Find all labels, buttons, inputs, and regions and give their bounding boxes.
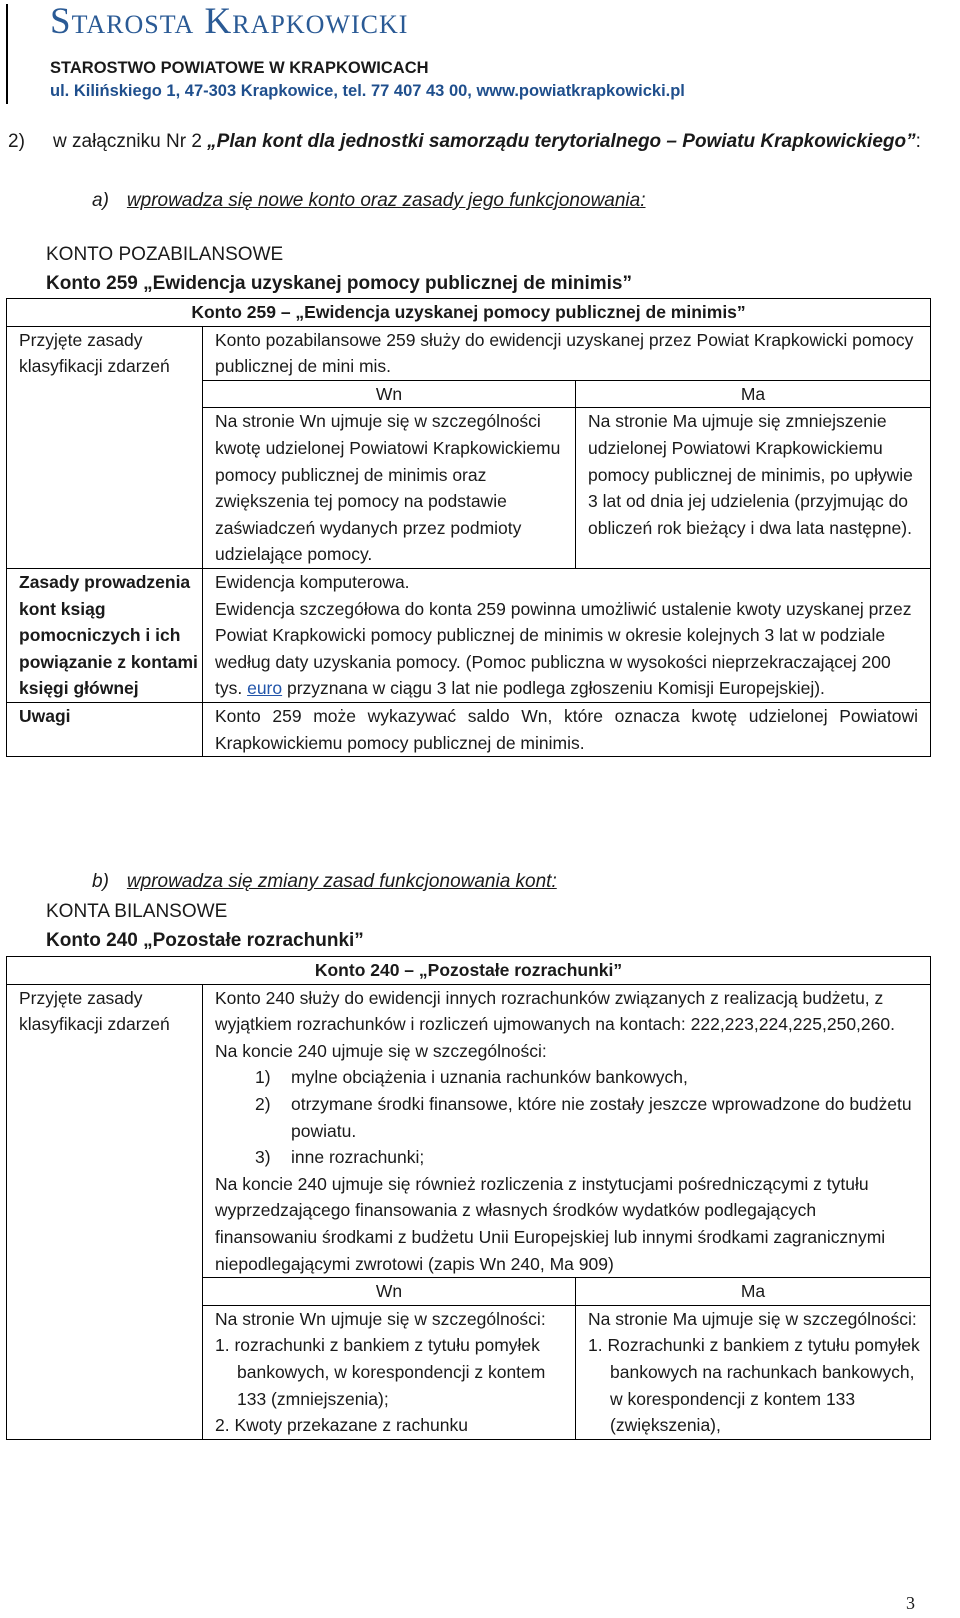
list-item-text: otrzymane środki finansowe, które nie zostały jeszcze wprowadzone do budżetu powiatu. bbox=[291, 1093, 912, 1141]
account-240-ma-header: Ma bbox=[576, 1278, 931, 1306]
euro-link[interactable]: euro bbox=[247, 678, 283, 699]
account-240-heading: Konto 240 „Pozostałe rozrachunki” bbox=[46, 930, 364, 951]
list-item-number: 1. bbox=[215, 1335, 230, 1356]
office-address: ul. Kilińskiego 1, 47-303 Krapkowice, tel. 77 407 43 00, www.powiatkrapkowicki.pl bbox=[50, 82, 685, 100]
account-240-ma-cell bbox=[576, 1305, 931, 1439]
section-b-letter: b) bbox=[92, 871, 109, 892]
account-259-ma-text: Na stronie Ma ujmuje się zmniejszenie udzielonej Powiatowi Krapkowickiemu pomocy publicznej de minimis, po upływie 3 lat od dnia jej udzielenia (przyjmując do obliczeń rok bieżący i dwa lata następne). bbox=[576, 408, 931, 569]
balance-heading: KONTA BILANSOWE bbox=[46, 901, 228, 922]
list-item bbox=[255, 1144, 918, 1171]
brand-title: Starosta Krapkowicki bbox=[50, 1, 409, 42]
account-259-table bbox=[6, 298, 931, 757]
list-item bbox=[255, 1091, 918, 1144]
account-240-table bbox=[6, 956, 931, 1440]
account-240-wn-intro: Na stronie Wn ujmuje się w szczególności: bbox=[215, 1308, 546, 1329]
account-259-ma-header: Ma bbox=[576, 380, 931, 408]
section-a-letter: a) bbox=[92, 190, 109, 211]
account-240-ma-intro: Na stronie Ma ujmuje się w szczególności: bbox=[588, 1308, 917, 1329]
section-a bbox=[92, 187, 646, 214]
list-item-number: 1. bbox=[588, 1335, 603, 1356]
section-b bbox=[92, 868, 557, 895]
account-259-intro: Konto pozabilansowe 259 służy do ewidencji uzyskanej przez Powiat Krapkowicki pomocy publicznej de mini mis. bbox=[203, 326, 931, 380]
list-item-number: 3) bbox=[255, 1147, 271, 1168]
table-row bbox=[7, 957, 931, 985]
account-240-list bbox=[215, 1064, 918, 1170]
account-259-row3-label: Uwagi bbox=[7, 702, 203, 756]
list-item-text: Rozrachunki z bankiem z tytułu pomyłek bankowych na rachunkach bankowych, w korespondencji z kontem 133 (zwiększenia), bbox=[607, 1335, 920, 1436]
account-259-row3-text: Konto 259 może wykazywać saldo Wn, które oznacza kwotę udzielonej Powiatowi Krapkowickiemu pomocy publicznej de minimis. bbox=[203, 702, 931, 756]
section-2-title: „Plan kont dla jednostki samorządu terytorialnego – Powiatu Krapkowickiego” bbox=[207, 131, 916, 152]
table-row bbox=[7, 702, 931, 756]
account-259-wn-text: Na stronie Wn ujmuje się w szczególności kwotę udzielonej Powiatowi Krapkowickiemu pomocy publicznej de minimis oraz zwiększenia tej pomocy na podstawie zaświadczeń wydanych przez podmioty udzielające pomocy. bbox=[203, 408, 576, 569]
list-item-text: Kwoty przekazane z rachunku bbox=[234, 1415, 468, 1436]
section-2-text bbox=[53, 127, 953, 156]
account-259-row2-text-before: Ewidencja szczegółowa do konta 259 powinna umożliwić ustalenie kwoty uzyskanej przez Powiat Krapkowicki pomocy publicznej de minimis w okresie kolejnych 3 lat w podziale według daty uzyskania pomocy. (Pomoc publiczna w wysokości nieprzekraczającej 200 tys. bbox=[215, 598, 912, 699]
account-259-row2-text-after: przyznana w ciągu 3 lat nie podlega zgłoszeniu Komisji Europejskiej). bbox=[282, 678, 825, 699]
section-b-text: wprowadza się zmiany zasad funkcjonowania kont: bbox=[126, 871, 557, 892]
account-240-row1-label: Przyjęte zasady klasyfikacji zdarzeń bbox=[7, 984, 203, 1439]
list-item-number: 2) bbox=[255, 1093, 271, 1114]
account-259-table-title: Konto 259 – „Ewidencja uzyskanej pomocy publicznej de minimis” bbox=[7, 299, 931, 327]
account-240-wn-header: Wn bbox=[203, 1278, 576, 1306]
off-balance-heading: KONTO POZABILANSOWE bbox=[46, 244, 284, 265]
table-row bbox=[7, 984, 931, 1278]
account-240-wn-cell bbox=[203, 1305, 576, 1439]
account-259-row2-label: Zasady prowadzenia kont ksiąg pomocniczych i ich powiązanie z kontami księgi głównej bbox=[7, 568, 203, 702]
account-240-table-title: Konto 240 – „Pozostałe rozrachunki” bbox=[7, 957, 931, 985]
account-259-row2-text bbox=[215, 596, 918, 702]
table-row bbox=[7, 568, 931, 702]
account-259-row2-content bbox=[203, 568, 931, 702]
header-margin-rule bbox=[6, 4, 8, 104]
list-item-number: 2. bbox=[215, 1415, 230, 1436]
account-259-row1-label: Przyjęte zasady klasyfikacji zdarzeń bbox=[7, 326, 203, 568]
account-259-row2-line1: Ewidencja komputerowa. bbox=[215, 571, 410, 592]
account-259-wn-header: Wn bbox=[203, 380, 576, 408]
section-2-prefix: w załączniku Nr 2 bbox=[53, 131, 208, 152]
table-row bbox=[7, 299, 931, 327]
list-item bbox=[588, 1332, 920, 1438]
page-number: 3 bbox=[906, 1593, 915, 1613]
account-240-intro1: Konto 240 służy do ewidencji innych rozrachunków związanych z realizacją budżetu, z wyjątkiem rozrachunków i rozliczeń ujmowanych na kontach: 222,223,224,225,250,260. Na koncie 240 ujmuje się w szczególności: bbox=[215, 987, 895, 1061]
list-item bbox=[215, 1412, 565, 1439]
list-item bbox=[255, 1064, 918, 1091]
section-a-text: wprowadza się nowe konto oraz zasady jego funkcjonowania: bbox=[126, 190, 646, 211]
account-240-intro-cell bbox=[203, 984, 931, 1278]
section-2-number: 2) bbox=[8, 131, 25, 152]
list-item-text: mylne obciążenia i uznania rachunków bankowych, bbox=[291, 1067, 688, 1088]
section-2-suffix: : bbox=[915, 131, 921, 152]
account-259-heading: Konto 259 „Ewidencja uzyskanej pomocy publicznej de minimis” bbox=[46, 273, 632, 294]
account-240-intro2: Na koncie 240 ujmuje się również rozliczenia z instytucjami pośredniczącymi z tytułu wyprzedzającego finansowania z własnych środków wydatków podlegających finansowaniu środkami z budżetu Unii Europejskiej lub innymi środkami zagranicznymi niepodlegającymi zwrotowi (zapis Wn 240, Ma 909) bbox=[215, 1173, 886, 1274]
list-item-text: rozrachunki z bankiem z tytułu pomyłek bankowych, w korespondencji z kontem 133 (zmniejszenia); bbox=[234, 1335, 546, 1409]
list-item-number: 1) bbox=[255, 1067, 271, 1088]
table-row bbox=[7, 326, 931, 380]
list-item-text: inne rozrachunki; bbox=[291, 1147, 425, 1168]
office-name: STAROSTWO POWIATOWE W KRAPKOWICACH bbox=[50, 59, 429, 77]
list-item bbox=[215, 1332, 565, 1412]
